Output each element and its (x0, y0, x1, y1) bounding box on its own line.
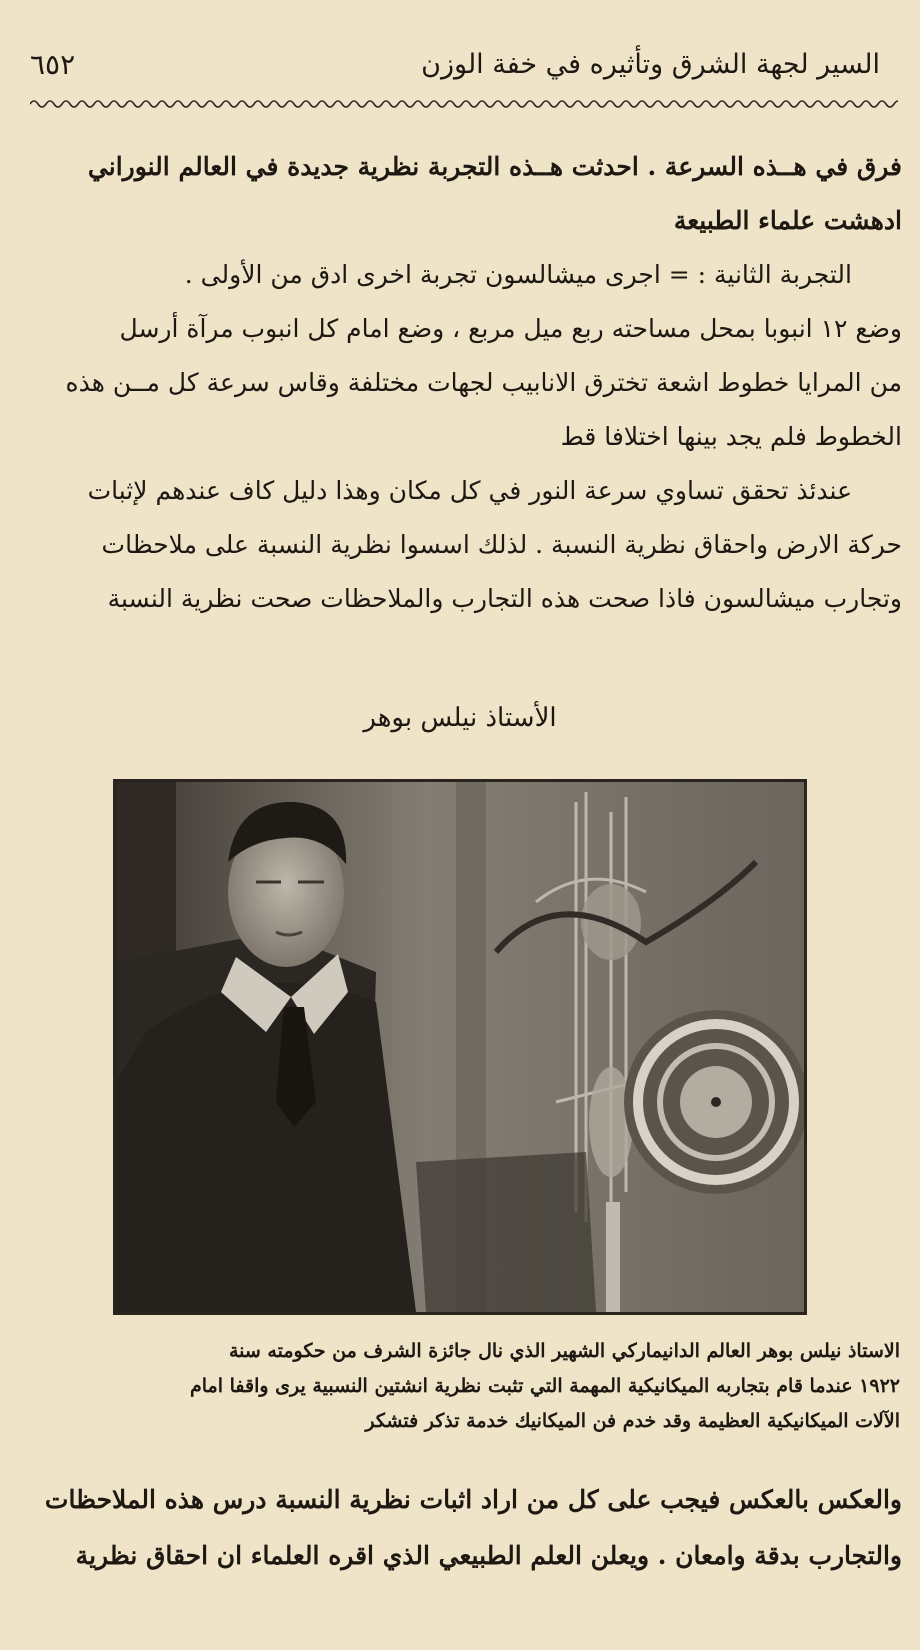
body-line: من المرايا خطوط اشعة تخترق الانابيب لجهات مختلفة وقاس سرعة كل مــن هذه (65, 368, 902, 397)
caption-line: الاستاذ نيلس بوهر العالم الدانيماركي الشهير الذي نال جائزة الشرف من حكومته سنة (228, 1340, 900, 1362)
portrait-title: الأستاذ نيلس بوهر (363, 703, 557, 733)
portrait-photo (113, 779, 807, 1315)
body-line: وضع ١٢ انبوبا بمحل مساحته ربع ميل مربع ، وضع امام كل انبوب مرآة أرسل (119, 314, 902, 343)
body-line: والعكس بالعكس فيجب على كل من اراد اثبات نظرية النسبة درس هذه الملاحظات (44, 1485, 902, 1514)
body-line: فرق في هــذه السرعة . احدثت هــذه التجربة نظرية جديدة في العالم النوراني (87, 152, 902, 181)
body-line: التجربة الثانية : = اجرى ميشالسون تجربة اخرى ادق من الأولى . (184, 260, 852, 289)
running-title: السير لجهة الشرق وتأثيره في خفة الوزن (421, 48, 880, 80)
body-line: وتجارب ميشالسون فاذا صحت هذه التجارب والملاحظات صحت نظرية النسبة (107, 584, 902, 613)
body-line: عندئذ تحقق تساوي سرعة النور في كل مكان وهذا دليل كاف عندهم لإثبات (87, 476, 852, 505)
caption-line: الآلات الميكانيكية العظيمة وقد خدم فن الميكانيك خدمة تذكر فتشكر (365, 1410, 900, 1432)
photo-caption (20, 1334, 900, 1439)
page-number: ٦٥٢ (30, 47, 76, 81)
body-text (22, 140, 902, 626)
wavy-divider (30, 97, 898, 111)
body-line: حركة الارض واحقاق نظرية النسبة . لذلك اسسوا نظرية النسبة على ملاحظات (101, 530, 902, 559)
caption-line: ١٩٢٢ عندما قام بتجاربه الميكانيكية المهمة التي تثبت نظرية انشتين النسبية يرى واقفا امام (190, 1375, 900, 1397)
body-line: الخطوط فلم يجد بينها اختلافا قط (560, 422, 902, 451)
continuation-text (22, 1472, 902, 1584)
body-line: والتجارب بدقة وامعان . ويعلن العلم الطبيعي الذي اقره العلماء ان احقاق نظرية (75, 1541, 902, 1570)
body-line: ادهشت علماء الطبيعة (673, 206, 902, 235)
portrait-illustration (116, 782, 804, 1312)
page-header (30, 42, 880, 86)
